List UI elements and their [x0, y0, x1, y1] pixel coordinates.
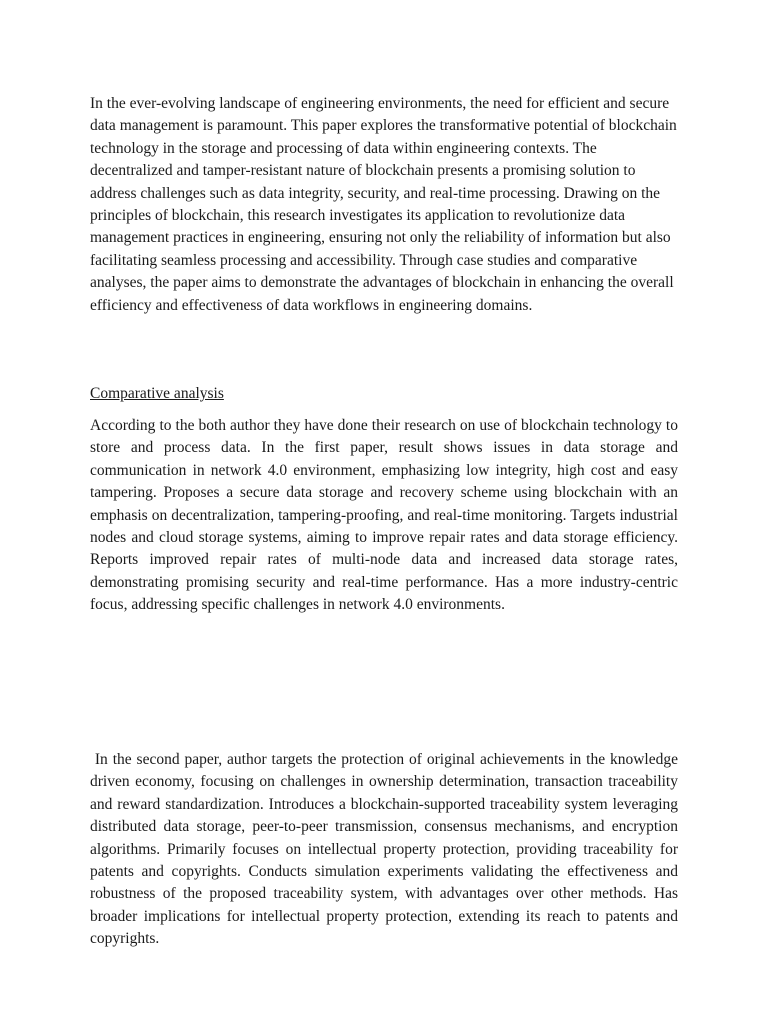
first-paper-paragraph: According to the both author they have done their research on use of blockchain technology to store and process data. In the first paper, result shows issues in data storage and communication in network 4.0 environment, emphasizing low integrity, high cost and easy tampering. Proposes a secure data storage and recovery scheme using blockchain with an emphasis on decentralization, tampering-proofing, and real-time monitoring. Targets industrial nodes and cloud storage systems, aiming to improve repair rates and data storage efficiency. Reports improved repair rates of multi-node data and increased data storage rates, demonstrating promising security and real-time performance. Has a more industry-centric focus, addressing specific challenges in network 4.0 environments. — [90, 417, 678, 614]
section-heading: Comparative analysis — [90, 385, 224, 402]
intro-paragraph: In the ever-evolving landscape of engineering environments, the need for efficient and secure data management is paramount. This paper explores the transformative potential of blockchain technology in the storage and processing of data within engineering contexts. The decentralized and tamper-resistant nature of blockchain presents a promising solution to address challenges such as data integrity, security, and real-time processing. Drawing on the principles of blockchain, this research investigates its application to revolutionize data management practices in engineering, ensuring not only the reliability of information but also facilitating seamless processing and accessibility. Through case studies and comparative analyses, the paper aims to demonstrate the advantages of blockchain in enhancing the overall efficiency and effectiveness of data workflows in engineering domains. — [90, 95, 677, 314]
second-paper-paragraph: In the second paper, author targets the protection of original achievements in the knowledge driven economy, focusing on challenges in ownership determination, transaction traceability and reward standardization. Introduces a blockchain-supported traceability system leveraging distributed data storage, peer-to-peer transmission, consensus mechanisms, and encryption algorithms. Primarily focuses on intellectual property protection, providing traceability for patents and copyrights. Conducts simulation experiments validating the effectiveness and robustness of the proposed traceability system, with advantages over other methods. Has broader implications for intellectual property protection, extending its reach to patents and copyrights. — [90, 751, 678, 948]
